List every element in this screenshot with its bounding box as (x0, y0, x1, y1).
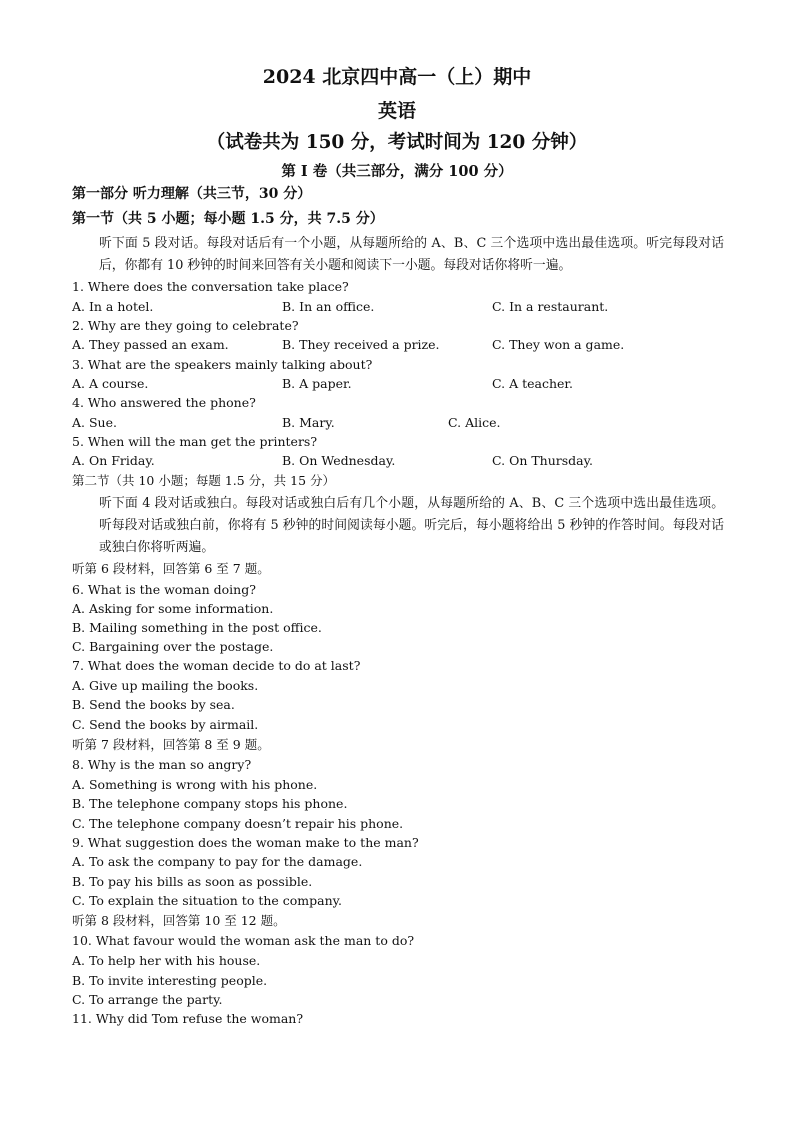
option-b: B. Send the books by sea. (72, 697, 235, 712)
option-a: A. To ask the company to pay for the damage. (72, 854, 363, 869)
question-stem: 6. What is the woman doing? (72, 582, 256, 597)
material-note: 听第 8 段材料，回答第 10 至 12 题。 (72, 913, 286, 928)
option-a: A. Asking for some information. (72, 601, 274, 616)
option-c: C. Alice. (448, 415, 501, 430)
option-a: A. Give up mailing the books. (72, 678, 259, 693)
question-stem: 11. Why did Tom refuse the woman? (72, 1011, 304, 1026)
material-note: 听第 7 段材料，回答第 8 至 9 题。 (72, 737, 270, 752)
question-stem: 2. Why are they going to celebrate? (72, 318, 299, 333)
option-a: A. A course. (72, 376, 149, 391)
option-c: C. Bargaining over the postage. (72, 639, 274, 654)
option-c: C. They won a game. (492, 337, 625, 352)
option-b: B. The telephone company stops his phone. (72, 796, 348, 811)
option-c: C. On Thursday. (492, 453, 593, 468)
option-a: A. In a hotel. (72, 299, 154, 314)
option-b: B. In an office. (282, 299, 375, 314)
option-c: C. To explain the situation to the company. (72, 893, 343, 908)
section1-instructions-text: 听下面 5 段对话。每段对话后有一个小题，从每题所给的 A、B、C 三个选项中选出最佳选项。听完每段对话后，你都有 10 秒钟的时间来回答有关小题和阅读下一小题。每段对话你将听一遍。 (99, 236, 724, 273)
option-b: B. Mailing something in the post office. (72, 620, 322, 635)
section2-heading: 第二节（共 10 小题；每题 1.5 分，共 15 分） (72, 473, 336, 488)
option-a: A. Sue. (72, 415, 117, 430)
volume-heading: 第 I 卷（共三部分，满分 100 分） (281, 163, 513, 180)
section2-instructions-text: 听下面 4 段对话或独白。每段对话或独白后有几个小题，从每题所给的 A、B、C 三个选项中选出最佳选项。听每段对话或独白前，你将有 5 秒钟的时间阅读每小题。听完后，每小题将给出 5 秒钟的作答时间。每段对话或独白你将听两遍。 (99, 496, 724, 555)
option-c: C. Send the books by airmail. (72, 717, 259, 732)
option-b: B. To invite interesting people. (72, 973, 268, 988)
section2-instructions (72, 493, 724, 559)
material-note: 听第 6 段材料，回答第 6 至 7 题。 (72, 561, 270, 576)
option-c: C. A teacher. (492, 376, 573, 391)
section1-instructions (72, 233, 724, 277)
option-a: A. On Friday. (72, 453, 155, 468)
question-stem: 8. Why is the man so angry? (72, 757, 252, 772)
question-stem: 3. What are the speakers mainly talking about? (72, 357, 373, 372)
exam-info: （试卷共为 150 分，考试时间为 120 分钟） (206, 132, 588, 153)
option-a: A. To help her with his house. (72, 953, 261, 968)
option-b: B. They received a prize. (282, 337, 440, 352)
option-b: B. On Wednesday. (282, 453, 396, 468)
question-stem: 9. What suggestion does the woman make to the man? (72, 835, 419, 850)
question-stem: 5. When will the man get the printers? (72, 434, 318, 449)
question-stem: 4. Who answered the phone? (72, 395, 256, 410)
option-a: A. Something is wrong with his phone. (72, 777, 318, 792)
question-stem: 7. What does the woman decide to do at last? (72, 658, 361, 673)
part1-heading: 第一部分 听力理解（共三节，30 分） (72, 186, 312, 202)
question-stem: 1. Where does the conversation take place? (72, 279, 349, 294)
subject-title: 英语 (377, 100, 416, 122)
option-c: C. The telephone company doesn’t repair his phone. (72, 816, 404, 831)
option-a: A. They passed an exam. (72, 337, 229, 352)
question-stem: 10. What favour would the woman ask the man to do? (72, 933, 415, 948)
section1-heading: 第一节（共 5 小题；每小题 1.5 分，共 7.5 分） (72, 211, 384, 227)
option-b: B. Mary. (282, 415, 335, 430)
option-c: C. In a restaurant. (492, 299, 609, 314)
option-b: B. To pay his bills as soon as possible. (72, 874, 313, 889)
option-c: C. To arrange the party. (72, 992, 223, 1007)
exam-title: 2024 北京四中高一（上）期中 (262, 66, 532, 88)
option-b: B. A paper. (282, 376, 352, 391)
